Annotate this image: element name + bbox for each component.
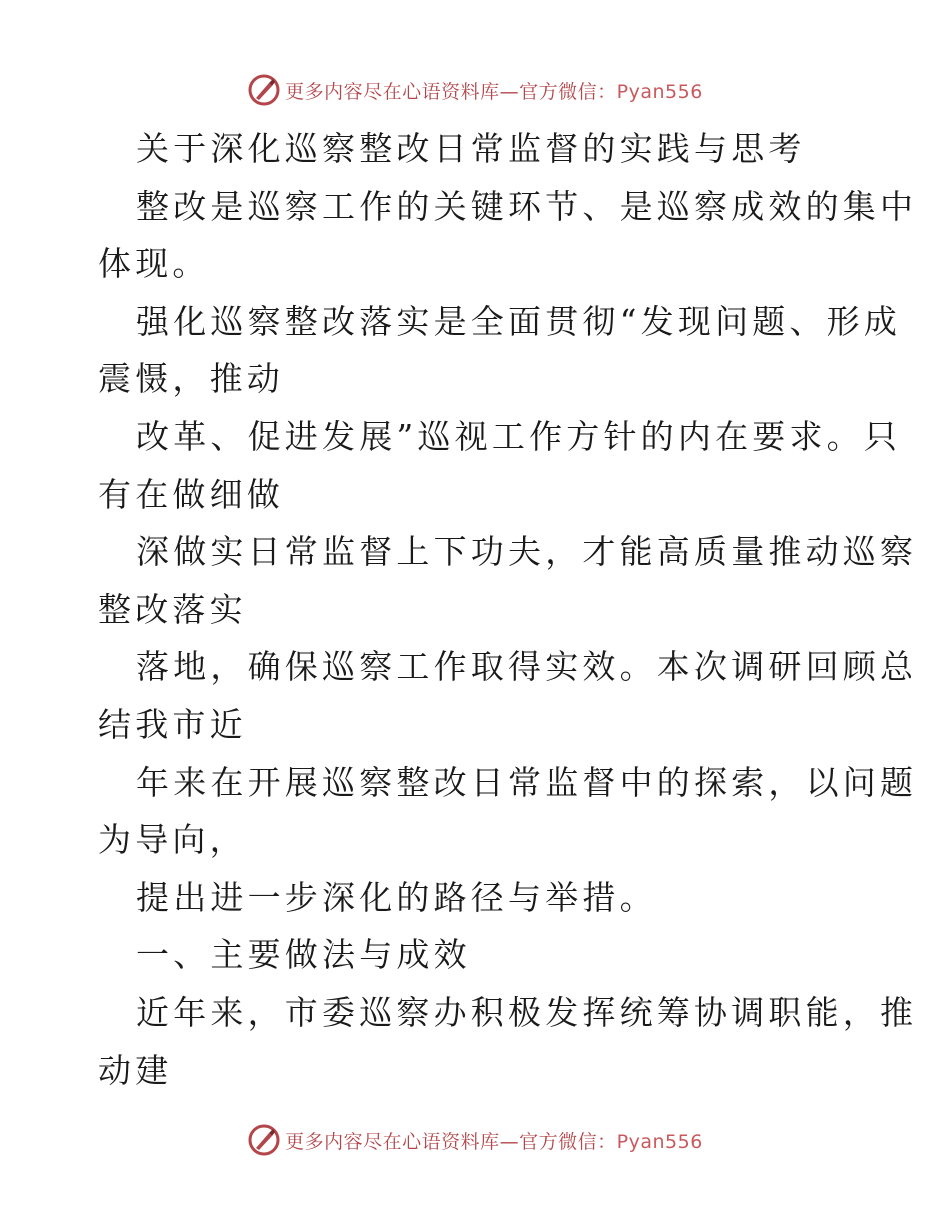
doc-line: 强化巡察整改落实是全面贯彻“发现问题、形成 xyxy=(136,301,902,341)
section-heading: 一、主要做法与成效 xyxy=(136,935,471,975)
doc-line: 体现。 xyxy=(98,244,210,284)
watermark-footer xyxy=(0,1120,950,1160)
doc-line: 整改是巡察工作的关键环节、是巡察成效的集中 xyxy=(136,186,918,226)
document-body xyxy=(98,120,918,1099)
doc-line: 震慑，推动 xyxy=(98,359,284,399)
doc-line: 改革、促进发展”巡视工作方针的内在要求。只 xyxy=(136,416,902,456)
doc-line: 有在做细做 xyxy=(98,474,284,514)
doc-line: 落地，确保巡察工作取得实效。本次调研回顾总 xyxy=(136,647,918,687)
pen-logo-icon xyxy=(247,73,281,107)
doc-line: 结我市近 xyxy=(98,704,247,744)
doc-line: 提出进一步深化的路径与举措。 xyxy=(136,877,657,917)
doc-line: 近年来，市委巡察办积极发挥统筹协调职能，推 xyxy=(136,992,918,1032)
doc-line: 整改落实 xyxy=(98,589,247,629)
doc-line: 深做实日常监督上下功夫，才能高质量推动巡察 xyxy=(136,532,918,572)
doc-line: 动建 xyxy=(98,1050,173,1090)
doc-line: 关于深化巡察整改日常监督的实践与思考 xyxy=(136,129,806,168)
watermark-text: 更多内容尽在心语资料库—官方微信：Pyan556 xyxy=(285,80,703,103)
doc-line: 年来在开展巡察整改日常监督中的探索，以问题 xyxy=(136,762,918,802)
pen-logo-icon xyxy=(247,1123,281,1157)
watermark-text: 更多内容尽在心语资料库—官方微信：Pyan556 xyxy=(285,1130,703,1153)
watermark-header xyxy=(0,70,950,110)
doc-line: 为导向， xyxy=(98,820,247,860)
